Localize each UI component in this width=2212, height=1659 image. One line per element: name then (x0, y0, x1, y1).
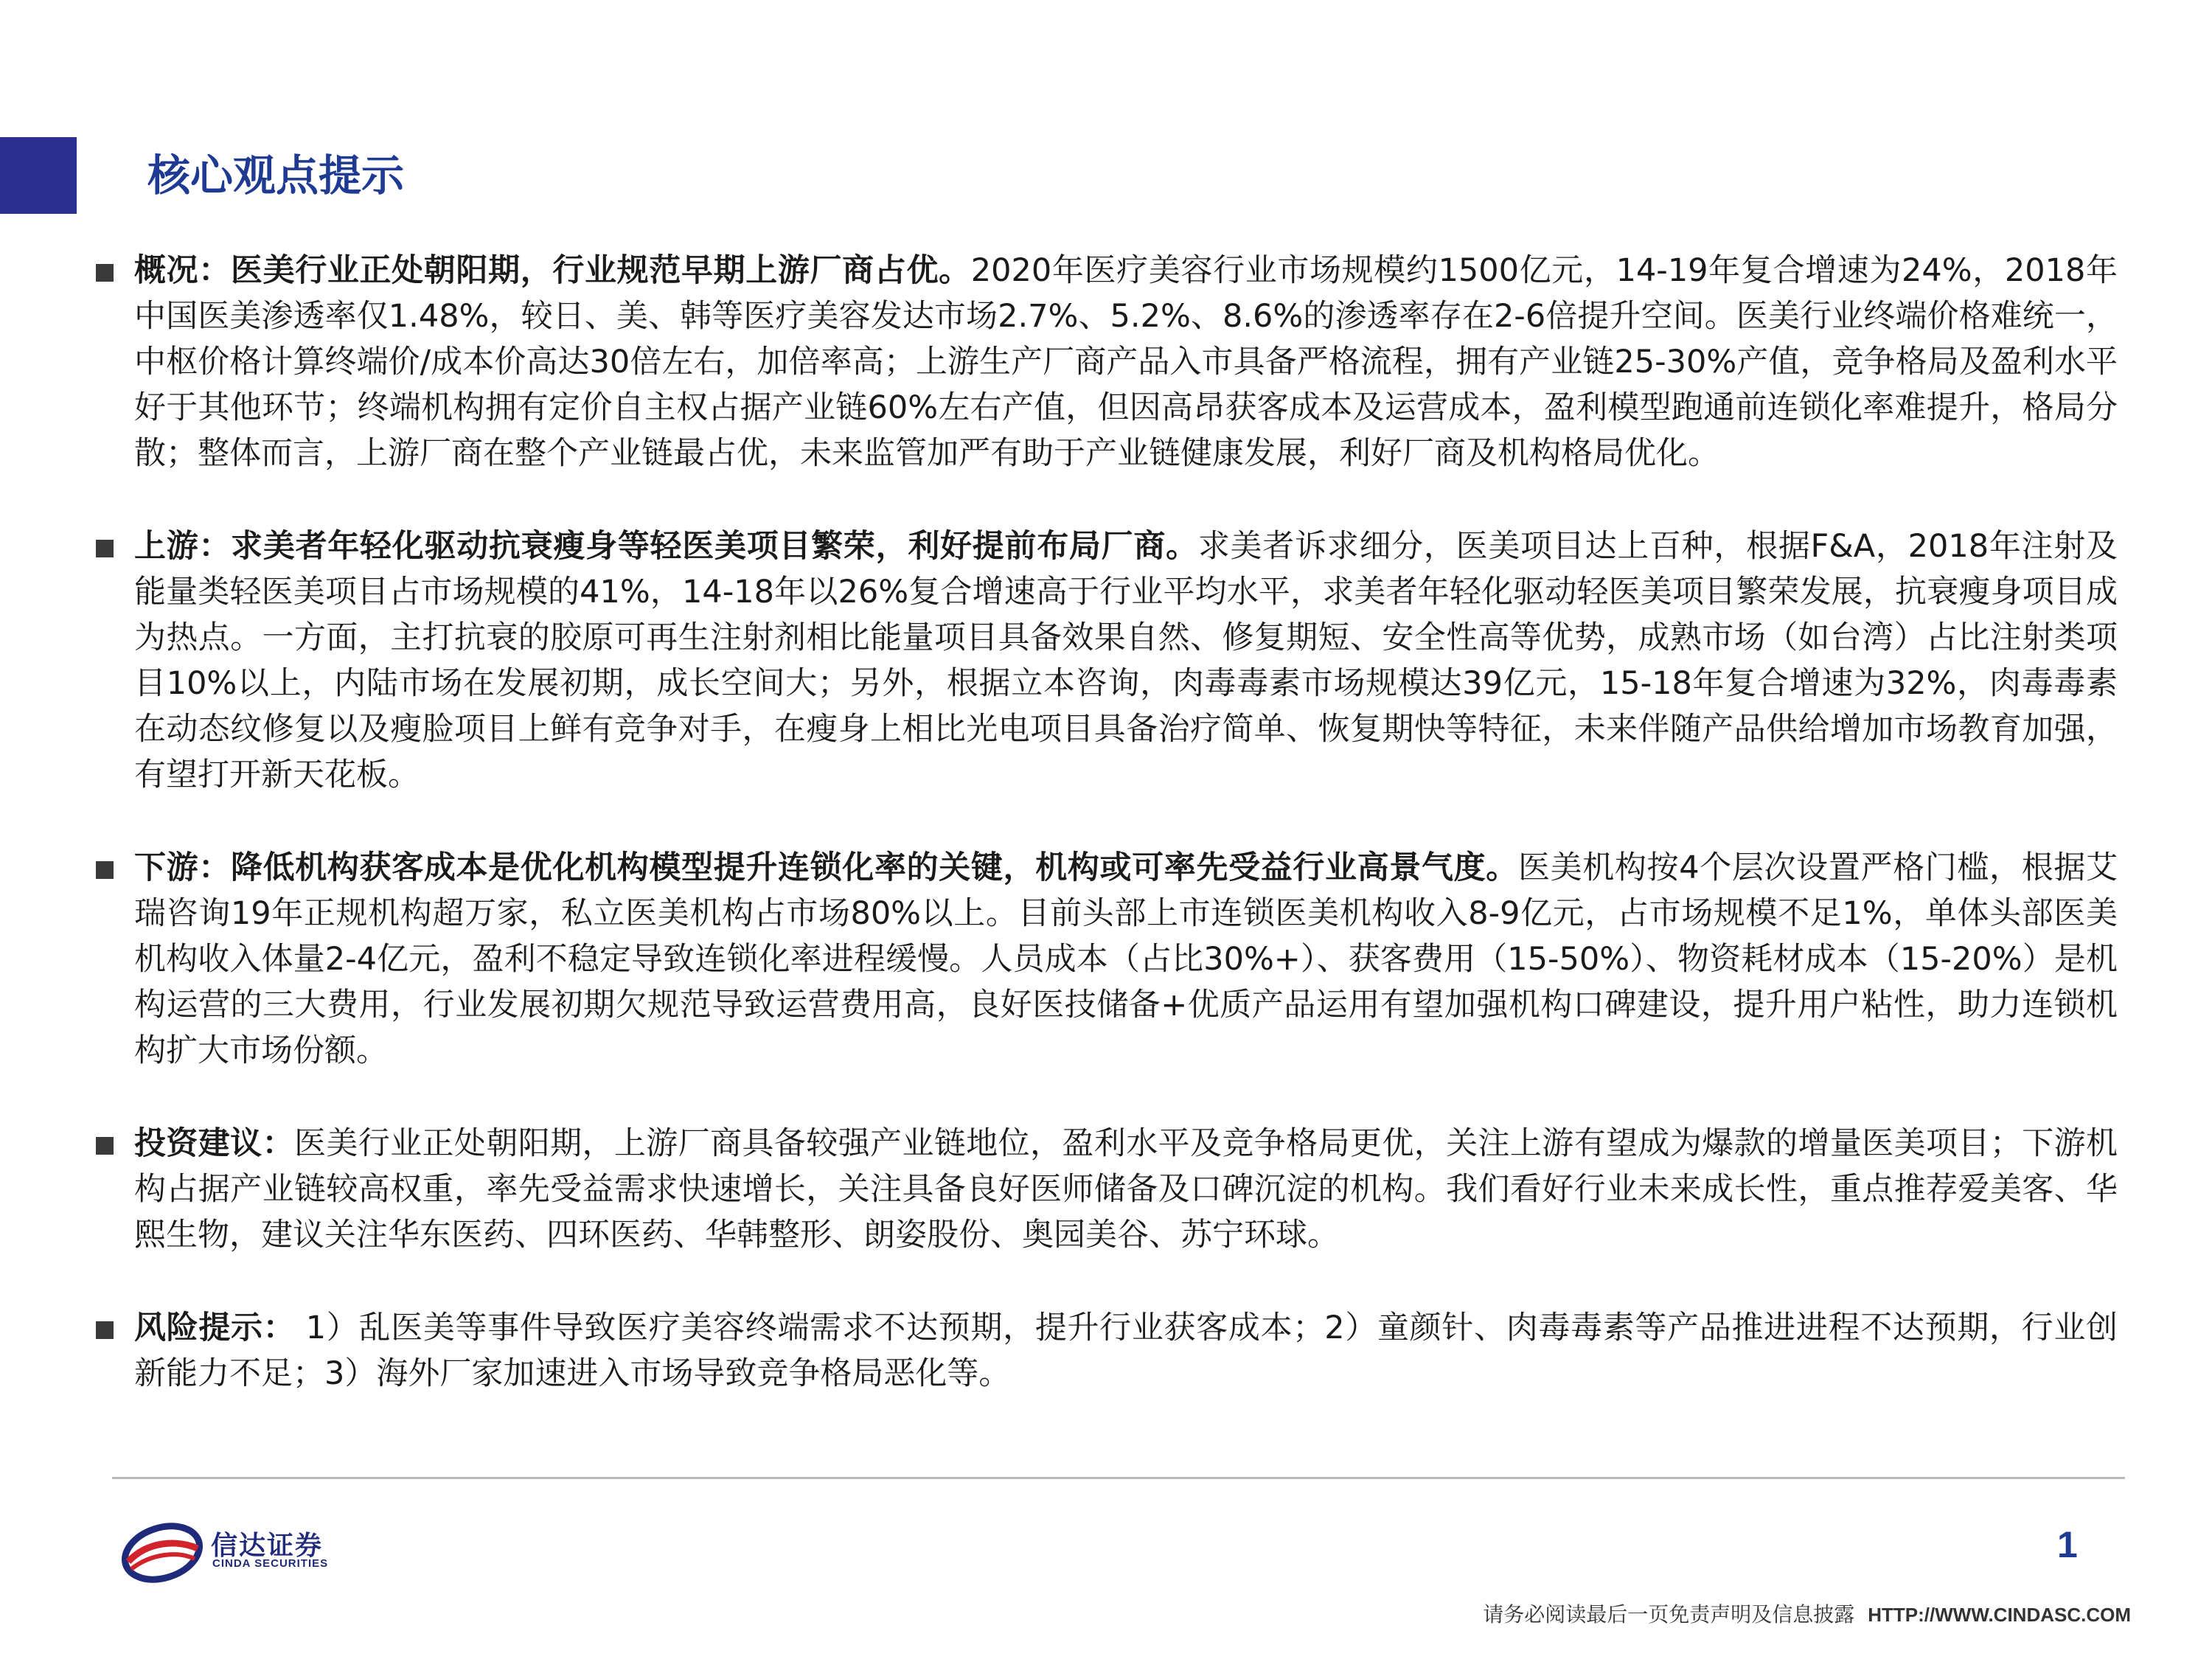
disclaimer-text: 请务必阅读最后一页免责声明及信息披露 (1483, 1602, 1855, 1627)
bullet-body: 2020年医疗美容行业市场规模约1500亿元，14-19年复合增速为24%，2018年中国医美渗透率仅1.48%，较日、美、韩等医疗美容发达市场2.7%、5.2%、8.6%的渗透率存在2-6倍提升空间。医美行业终端价格难统一，中枢价格计算终端价/成本价高达30倍左右，加倍率高；上游生产厂商产品入市具备严格流程，拥有产业链25-30%产值，竞争格局及盈利水平好于其他环节；终端机构拥有定价自主权占据产业链60%左右产值，但因高昂获客成本及运营成本，盈利模型跑通前连锁化率难提升，格局分散；整体而言，上游厂商在整个产业链最占优，未来监管加严有助于产业链健康发展，利好厂商及机构格局优化。 (134, 252, 2118, 472)
footer-disclaimer (1483, 1599, 2131, 1628)
bullet-lead: 下游：降低机构获客成本是优化机构模型提升连锁化率的关键，机构或可率先受益行业高景气度。 (134, 849, 1518, 886)
bullet-investment (96, 1121, 2118, 1258)
bullet-square-icon (96, 1137, 114, 1155)
bullet-body: 医美机构按4个层次设置严格门槛，根据艾瑞咨询19年正规机构超万家，私立医美机构占市场80%以上。目前头部上市连锁医美机构收入8-9亿元，占市场规模不足1%，单体头部医美机构收入体量2-4亿元，盈利不稳定导致连锁化率进程缓慢。人员成本（占比30%+）、获客费用（15-50%）、物资耗材成本（15-20%）是机构运营的三大费用，行业发展初期欠规范导致运营费用高，良好医技储备+优质产品运用有望加强机构口碑建设，提升用户粘性，助力连锁机构扩大市场份额。 (134, 849, 2118, 1069)
bullet-lead: 概况：医美行业正处朝阳期，行业规范早期上游厂商占优。 (134, 252, 971, 289)
bullet-body: 求美者诉求细分，医美项目达上百种，根据F&A，2018年注射及能量类轻医美项目占市场规模的41%，14-18年以26%复合增速高于行业平均水平，求美者年轻化驱动轻医美项目繁荣发展，抗衰瘦身项目成为热点。一方面，主打抗衰的胶原可再生注射剂相比能量项目具备效果自然、修复期短、安全性高等优势，成熟市场（如台湾）占比注射类项目10%以上，内陆市场在发展初期，成长空间大；另外，根据立本咨询，肉毒毒素市场规模达39亿元，15-18年复合增速为32%，肉毒毒素在动态纹修复以及瘦脸项目上鲜有竞争对手，在瘦身上相比光电项目具备治疗简单、恢复期快等特征，未来伴随产品供给增加市场教育加强，有望打开新天花板。 (134, 528, 2118, 793)
bullet-body: 医美行业正处朝阳期，上游厂商具备较强产业链地位，盈利水平及竞争格局更优，关注上游有望成为爆款的增量医美项目；下游机构占据产业链较高权重，率先受益需求快速增长，关注具备良好医师储备及口碑沉淀的机构。我们看好行业未来成长性，重点推荐爱美客、华熙生物，建议关注华东医药、四环医药、华韩整形、朗姿股份、奥园美谷、苏宁环球。 (134, 1125, 2118, 1253)
bullet-downstream (96, 845, 2118, 1074)
page-number: 1 (2057, 1524, 2078, 1565)
bullet-square-icon (96, 861, 114, 879)
bullet-lead: 投资建议： (134, 1125, 294, 1162)
logo-english-name: CINDA SECURITIES (212, 1557, 329, 1570)
bullet-square-icon (96, 1321, 114, 1339)
header-accent-bar (0, 137, 77, 214)
bullet-overview (96, 248, 2118, 476)
bullet-body: 1）乱医美等事件导致医疗美容终端需求不达预期，提升行业获客成本；2）童颜针、肉毒毒素等产品推进进程不达预期，行业创新能力不足；3）海外厂家加速进入市场导致竞争格局恶化等。 (134, 1310, 2118, 1392)
page-title: 核心观点提示 (147, 150, 405, 201)
bullet-square-icon (96, 540, 114, 557)
bullet-list (96, 248, 2118, 1444)
bullet-lead: 风险提示： (134, 1310, 296, 1346)
footer-divider (112, 1477, 2125, 1479)
bullet-risk (96, 1305, 2118, 1397)
website-link[interactable]: HTTP://WWW.CINDASC.COM (1868, 1604, 2131, 1626)
bullet-lead: 上游：求美者年轻化驱动抗衰瘦身等轻医美项目繁荣，利好提前布局厂商。 (134, 528, 1198, 565)
bullet-square-icon (96, 264, 114, 282)
logo-chinese-name: 信达证券 (211, 1531, 324, 1561)
bullet-upstream (96, 524, 2118, 798)
